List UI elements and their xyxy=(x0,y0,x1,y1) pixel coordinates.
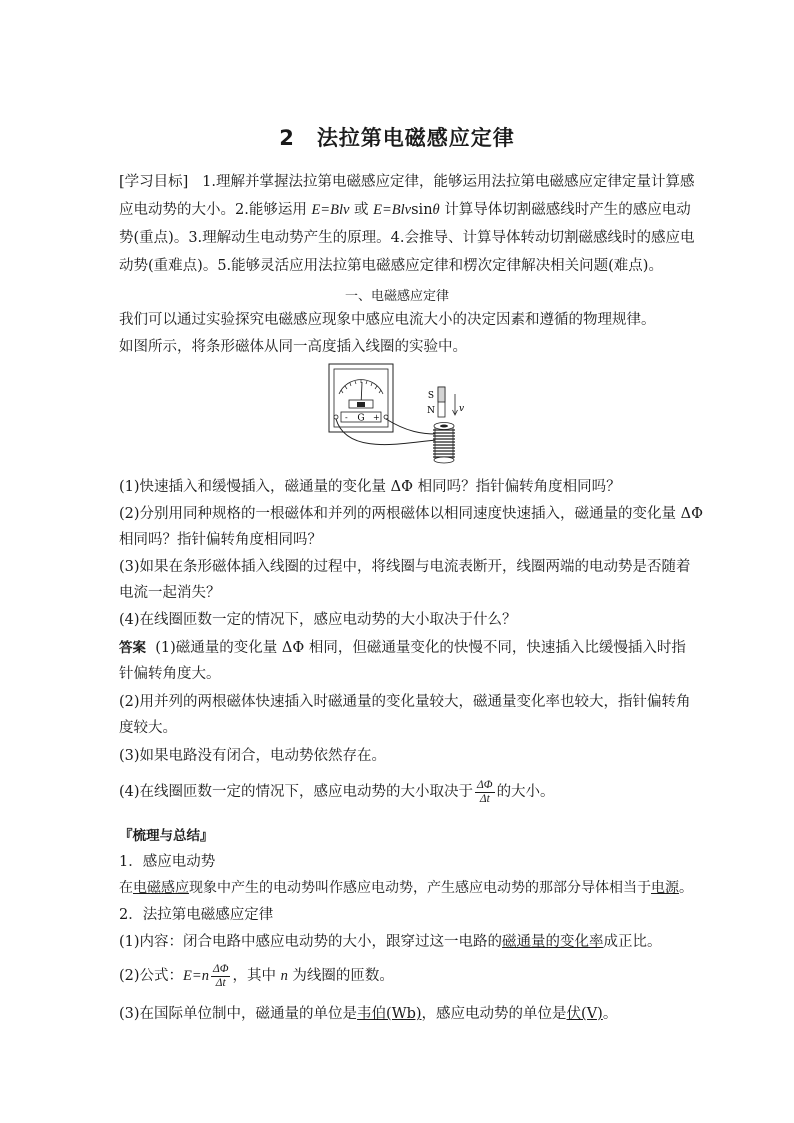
summary-item-2: 2．法拉第电磁感应定律 xyxy=(119,907,274,923)
answer-1-line-2: 针偏转角度大。 xyxy=(119,666,221,682)
keyword-underlined: 伏(V) xyxy=(566,1006,603,1022)
answer-text: (1)磁通量的变化量 ΔΦ 相同，但磁通量变化的快慢不同，快速插入比缓慢插入时指 xyxy=(155,640,686,656)
summary-heading: 『梳理与总结』 xyxy=(119,828,214,844)
objectives-label: [学习目标] xyxy=(119,174,189,190)
answer-1-line-1 xyxy=(119,638,686,658)
fraction-numerator: ΔΦ xyxy=(477,778,493,791)
answer-4 xyxy=(119,778,679,806)
law-formula xyxy=(119,962,679,990)
law-units xyxy=(119,1004,679,1024)
question-3-line-1: (3)如果在条形磁体插入线圈的过程中，将线圈与电流表断开，线圈两端的电动势是否随着 xyxy=(119,559,691,575)
keyword-underlined: 韦伯(Wb) xyxy=(357,1006,422,1022)
fraction-dphi-dt xyxy=(475,779,495,806)
keyword-underlined: 电磁感应 xyxy=(133,880,189,896)
section-heading: 一、电磁感应定律 xyxy=(344,289,449,304)
minus-terminal: - xyxy=(345,413,348,422)
summary-text: 为线圈的匝数。 xyxy=(287,968,394,984)
answer-label: 答案 xyxy=(119,640,146,656)
fraction-numerator: ΔΦ xyxy=(212,962,229,975)
velocity-label: v xyxy=(459,404,465,414)
question-3-line-2: 电流一起消失？ xyxy=(119,585,221,601)
bar-magnet-icon xyxy=(427,387,445,417)
galvanometer-label: G xyxy=(357,413,365,424)
question-2-line-2: 相同吗？指针偏转角度相同吗？ xyxy=(119,532,322,548)
magnet-north-label: N xyxy=(427,406,435,416)
sin-text: sin xyxy=(411,202,433,218)
summary-text: 在 xyxy=(119,880,133,896)
answer-2-line-1: (2)用并列的两根磁体快速插入时磁通量的变化量较大，磁通量变化率也较大，指针偏转角 xyxy=(119,694,691,710)
summary-text: (3)在国际单位制中，磁通量的单位是 xyxy=(119,1006,358,1022)
variable-n: n xyxy=(280,968,288,984)
objectives-line-1 xyxy=(119,172,695,192)
summary-text: 成正比。 xyxy=(603,934,662,950)
law-content xyxy=(119,932,679,952)
magnet-south-label: S xyxy=(427,391,435,401)
summary-text: 。 xyxy=(679,880,693,896)
experiment-figure xyxy=(327,362,487,470)
fraction-denominator: Δt xyxy=(479,792,490,805)
fraction-denominator: Δt xyxy=(215,976,226,989)
formula-en: E=n xyxy=(183,968,209,984)
fraction-dphi-dt xyxy=(211,963,231,990)
objectives-line-3: 势(重点)。3.理解动生电动势产生的原理。4.会推导、计算导体转动切割磁感线时的感应电 xyxy=(119,230,695,246)
summary-text: 。 xyxy=(602,1006,618,1022)
title-text: 法拉第电磁感应定律 xyxy=(316,126,515,150)
summary-item-1: 1．感应电动势 xyxy=(119,854,216,870)
summary-text: (1)内容：闭合电路中感应电动势的大小，跟穿过这一电路的 xyxy=(119,934,503,950)
answer-2-line-2: 度较大。 xyxy=(119,720,177,736)
answer-text: 的大小。 xyxy=(496,784,555,800)
paragraph: 我们可以通过实验探究电磁感应现象中感应电流大小的决定因素和遵循的物理规律。 xyxy=(119,312,656,328)
objectives-line-2 xyxy=(119,200,691,220)
objectives-text: 计算导体切割磁感线时产生的感应电动 xyxy=(439,202,691,218)
objectives-text: 应电动势的大小。2.能够运用 xyxy=(119,202,312,218)
page-title xyxy=(0,122,794,152)
title-number: 2 xyxy=(279,126,295,150)
keyword-underlined: 电源 xyxy=(651,880,679,896)
answer-text: (4)在线圈匝数一定的情况下，感应电动势的大小取决于 xyxy=(119,784,474,800)
summary-text: ，感应电动势的单位是 xyxy=(421,1006,567,1022)
summary-text: (2)公式： xyxy=(119,968,184,984)
formula-eblv-sin: E=Blv xyxy=(373,202,412,218)
keyword-underlined: 磁通量的变化率 xyxy=(502,934,604,950)
plus-terminal: + xyxy=(373,413,380,422)
summary-text: 现象中产生的电动势叫作感应电动势，产生感应电动势的那部分导体相当于 xyxy=(189,880,651,896)
galvanometer-icon xyxy=(329,364,393,432)
question-2-line-1: (2)分别用同种规格的一根磁体和并列的两根磁体以相同速度快速插入，磁通量的变化量 ΔΦ xyxy=(119,506,704,522)
objectives-line-4: 动势(重难点)。5.能够灵活应用法拉第电磁感应定律和楞次定律解决相关问题(难点)。 xyxy=(119,258,663,274)
question-4: (4)在线圈匝数一定的情况下，感应电动势的大小取决于什么？ xyxy=(119,612,517,628)
theta-symbol: θ xyxy=(432,202,440,218)
objectives-text: 或 xyxy=(349,202,374,218)
coil-icon xyxy=(433,423,455,464)
velocity-arrow-icon xyxy=(453,394,465,415)
question-1: (1)快速插入和缓慢插入，磁通量的变化量 ΔΦ 相同吗？指针偏转角度相同吗？ xyxy=(119,479,621,495)
summary-paragraph xyxy=(119,878,693,898)
paragraph: 如图所示，将条形磁体从同一高度插入线圈的实验中。 xyxy=(119,339,467,355)
answer-3: (3)如果电路没有闭合，电动势依然存在。 xyxy=(119,748,387,764)
formula-eblv: E=Blv xyxy=(311,202,350,218)
summary-text: ，其中 xyxy=(232,968,281,984)
objectives-text: 1.理解并掌握法拉第电磁感应定律，能够运用法拉第电磁感应定律定量计算感 xyxy=(202,174,695,190)
